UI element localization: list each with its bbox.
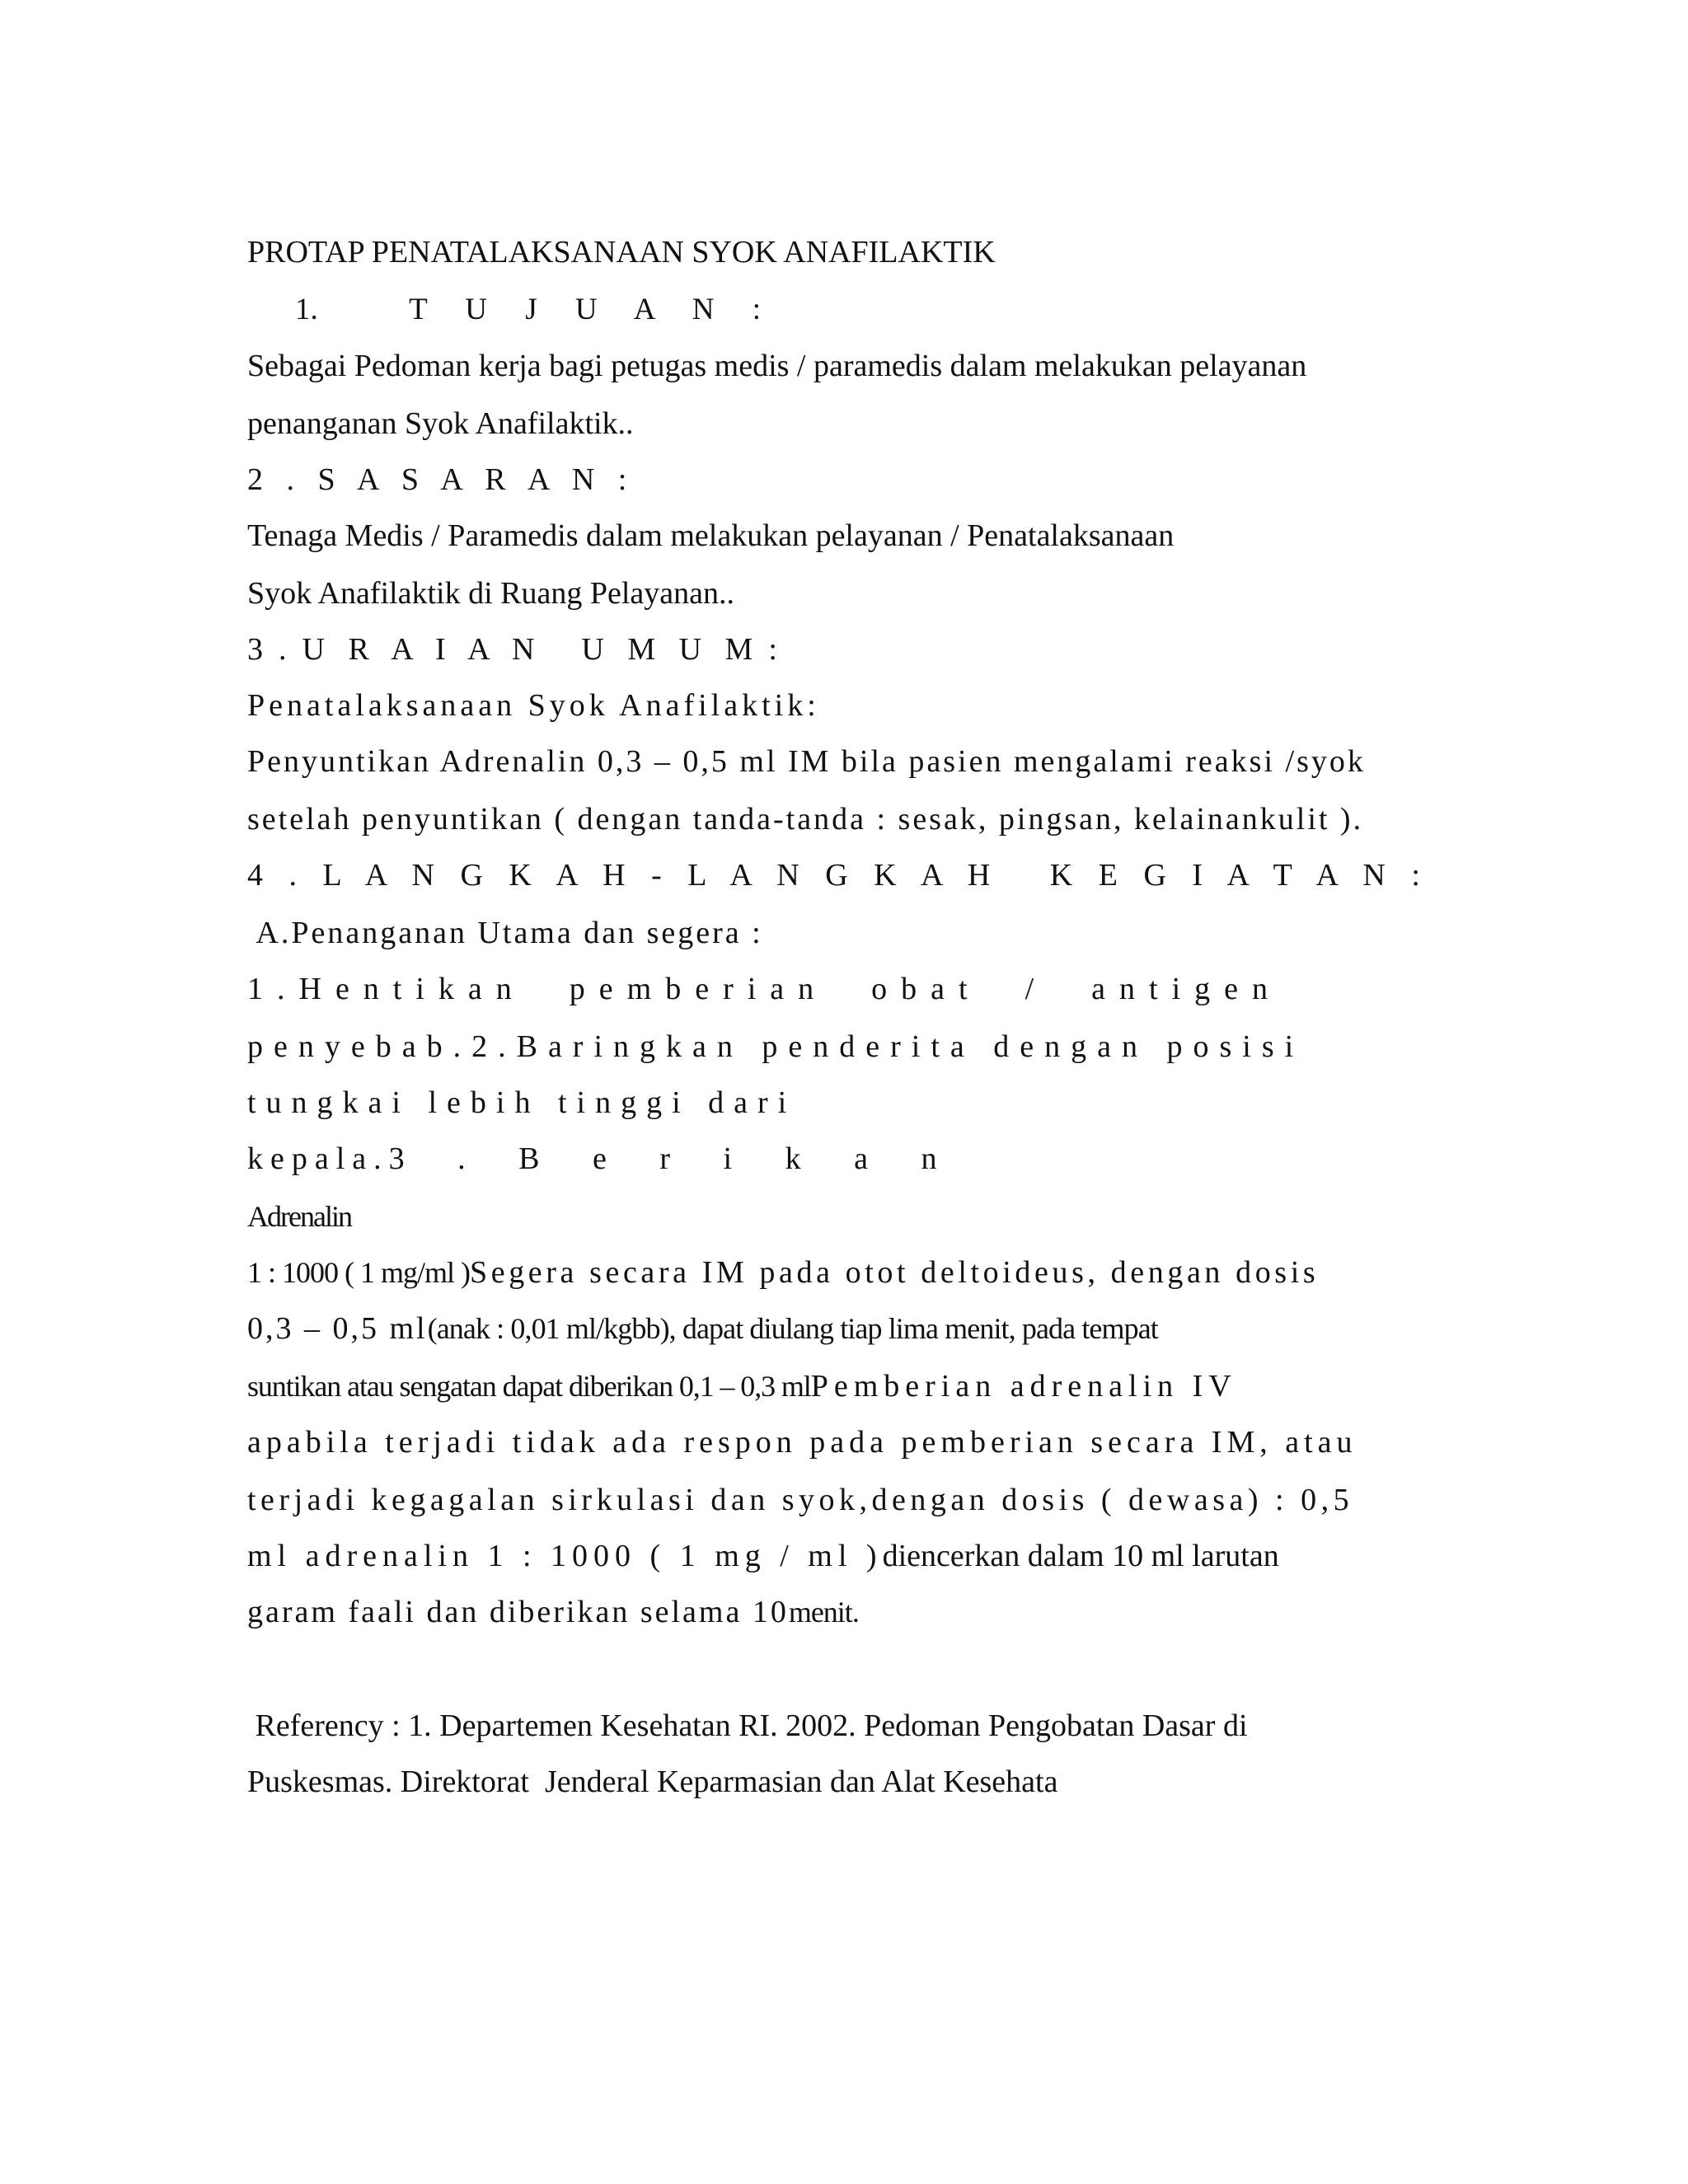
sting-dose-text: suntikan atau sengatan dapat diberikan 0,1 – 0,3 ml xyxy=(247,1370,811,1403)
step-line xyxy=(247,1536,1279,1576)
section-2-paragraph-line: Tenaga Medis / Paramedis dalam melakukan pelayanan / Penatalaksanaan xyxy=(247,518,1175,553)
step-line xyxy=(247,1366,1237,1406)
dose-range-text: 0,3 – 0,5 ml xyxy=(247,1311,428,1346)
dilution-ratio-text: ml adrenalin 1 : 1000 ( 1 mg / ml ) xyxy=(247,1539,883,1573)
section-3-paragraph-line: setelah penyuntikan ( dengan tanda-tanda : sesak, pingsan, kelainankulit ). xyxy=(247,802,1364,837)
section-4-heading: 4 . L A N G K A H - L A N G K A H K E G I A T A N : xyxy=(247,858,1429,893)
section-3-heading: 3 . U R A I A N U M U M : xyxy=(247,632,777,667)
section-1-heading: 1. T U J U A N : xyxy=(295,293,761,326)
section-2-paragraph-line: Syok Anafilaktik di Ruang Pelayanan.. xyxy=(247,576,735,611)
dose-child-text: (anak : 0,01 ml/kgbb), dapat diulang tiap lima menit, pada tempat xyxy=(427,1312,1158,1345)
dose-instruction-text: Segera secara IM pada otot deltoideus, dengan dosis xyxy=(470,1255,1320,1290)
section-3-subheading: Penatalaksanaan Syok Anafilaktik: xyxy=(247,688,820,723)
step-line xyxy=(247,1592,859,1632)
section-1-paragraph-line: Sebagai Pedoman kerja bagi petugas medis / paramedis dalam melakukan pelayanan xyxy=(247,349,1307,383)
iv-heading-text: Pemberian adrenalin IV xyxy=(810,1369,1237,1404)
section-3-paragraph-line: Penyuntikan Adrenalin 0,3 – 0,5 ml IM bila pasien mengalami reaksi /syok xyxy=(247,744,1366,779)
step-line: terjadi kegagalan sirkulasi dan syok,dengan dosis ( dewasa) : 0,5 xyxy=(247,1483,1354,1517)
section-4-subheading: A.Penanganan Utama dan segera : xyxy=(247,916,763,950)
reference-line: Puskesmas. Direktorat Jenderal Keparmasian dan Alat Kesehata xyxy=(247,1765,1058,1799)
section-1-paragraph-line: penanganan Syok Anafilaktik.. xyxy=(247,406,634,441)
section-2-heading: 2 . S A S A R A N : xyxy=(247,462,627,497)
step-line: penyebab.2.Baringkan penderita dengan posisi xyxy=(247,1029,1305,1064)
duration-text: garam faali dan diberikan selama 10 xyxy=(247,1595,789,1629)
duration-unit-text: menit. xyxy=(788,1596,859,1629)
step-line xyxy=(247,1309,1158,1348)
step-line-adrenalin: Adrenalin xyxy=(247,1200,351,1233)
step-line: 1.Hentikan pemberian obat / antigen xyxy=(247,972,1282,1006)
dose-ratio-text: 1 : 1000 ( 1 mg/ml ) xyxy=(247,1256,470,1289)
step-line: kepala.3 . B e r i k a n xyxy=(247,1141,945,1176)
step-line xyxy=(247,1253,1319,1292)
step-line: apabila terjadi tidak ada respon pada pemberian secara IM, atau xyxy=(247,1425,1357,1460)
dilution-text: diencerkan dalam 10 ml larutan xyxy=(882,1539,1279,1573)
step-line: tungkai lebih tinggi dari xyxy=(247,1085,797,1120)
document-title: PROTAP PENATALAKSANAAN SYOK ANAFILAKTIK xyxy=(247,235,996,269)
reference-line: Referency : 1. Departemen Kesehatan RI. 2002. Pedoman Pengobatan Dasar di xyxy=(247,1708,1248,1743)
